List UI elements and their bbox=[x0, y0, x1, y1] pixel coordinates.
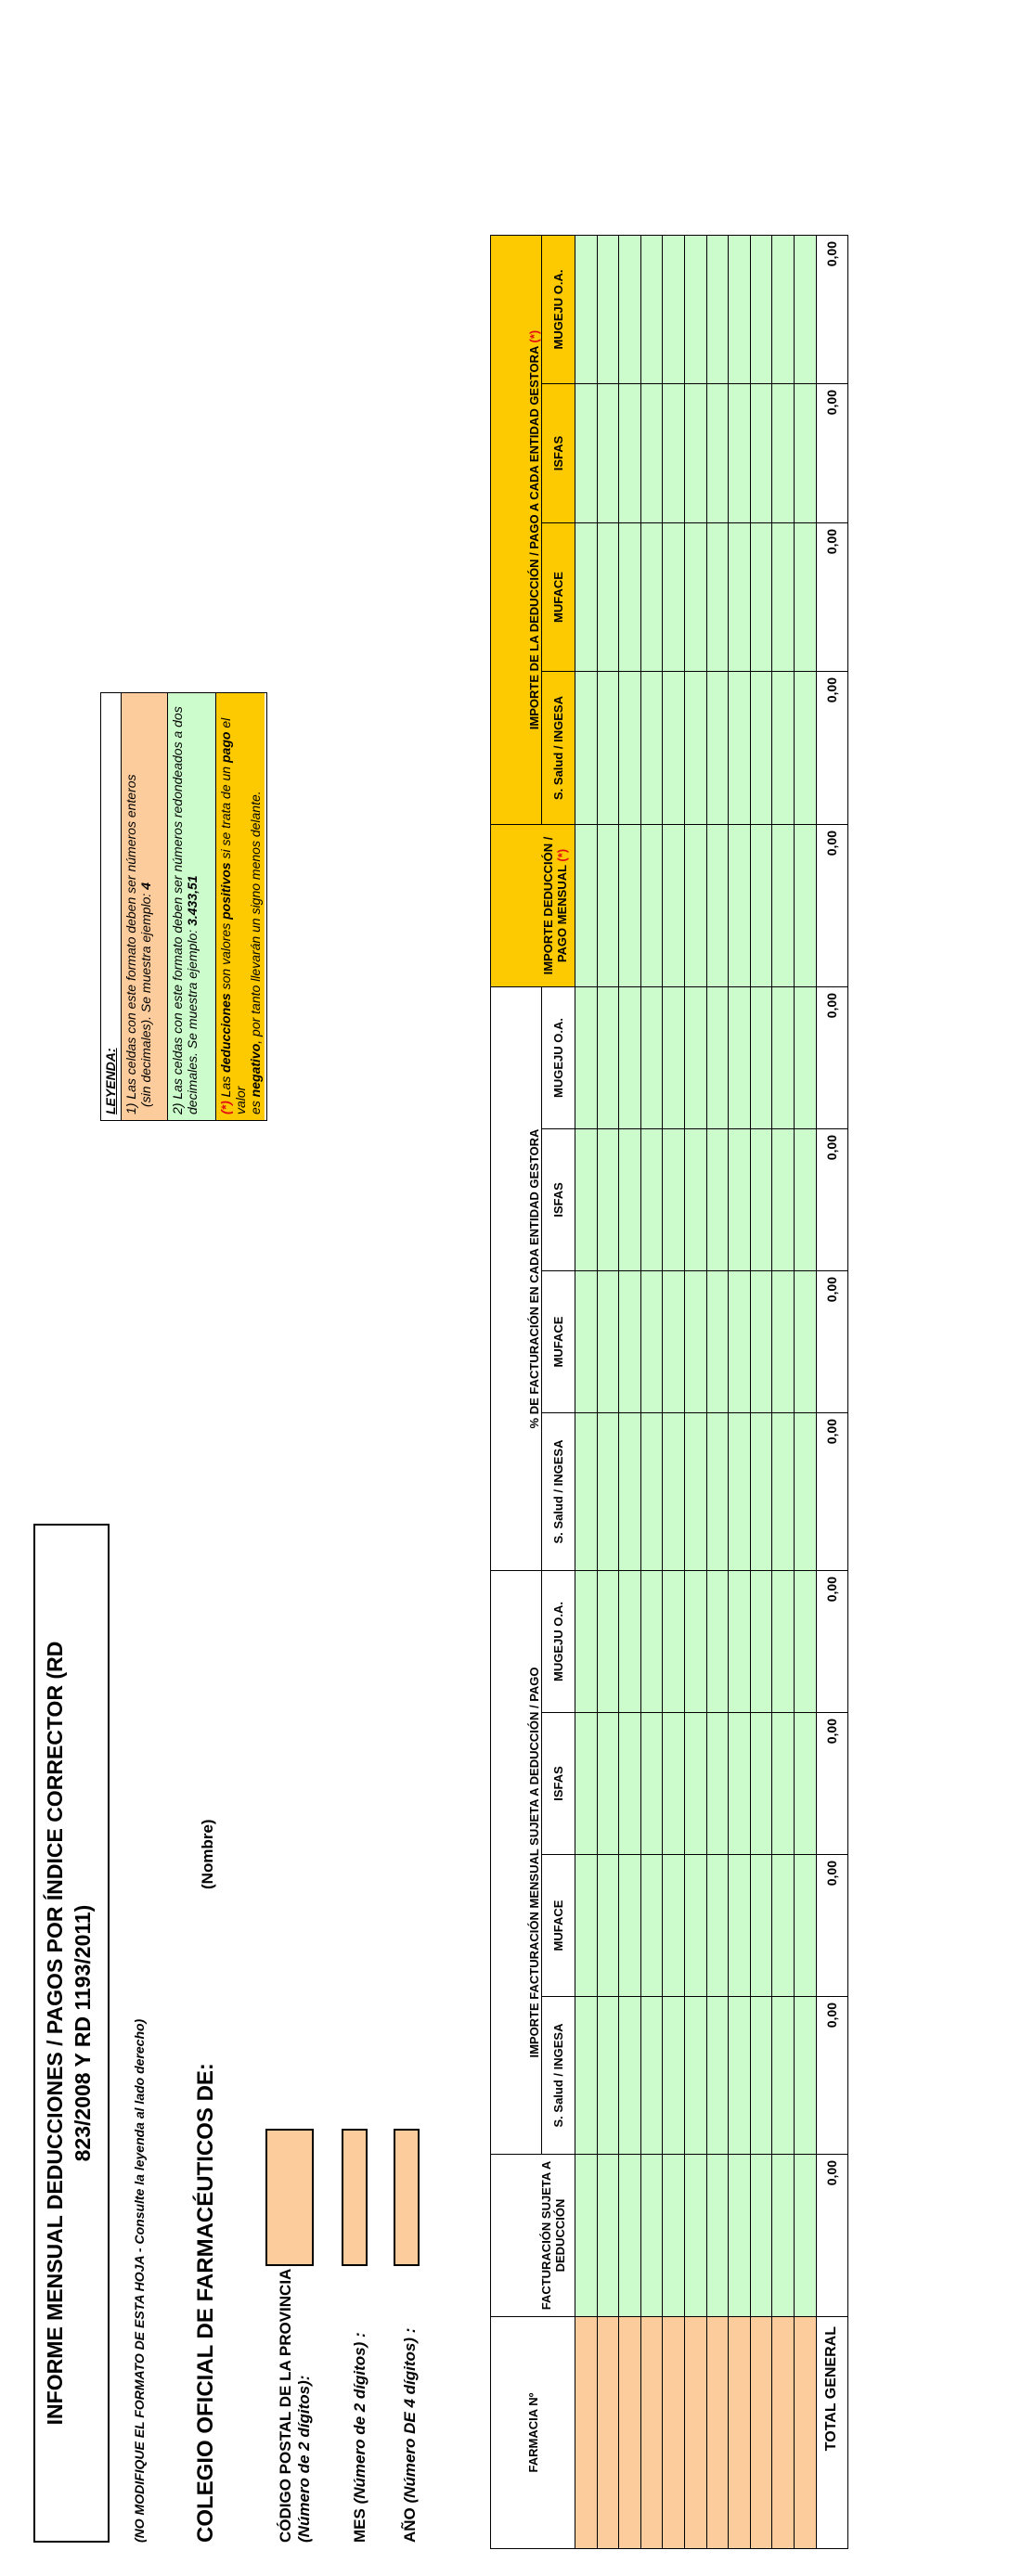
value-cell[interactable] bbox=[794, 2155, 816, 2317]
g2-entity-isfas: ISFAS bbox=[542, 1129, 575, 1271]
total-importe: 0,00 bbox=[816, 825, 847, 987]
value-cell[interactable] bbox=[640, 1413, 663, 1571]
value-cell[interactable] bbox=[640, 1855, 663, 1997]
farmacia-cell[interactable] bbox=[772, 2317, 795, 2549]
farmacia-header: FARMACIA Nº bbox=[491, 2317, 575, 2549]
group2-header: % DE FACTURACIÓN EN CADA ENTIDAD GESTORA bbox=[491, 987, 542, 1571]
value-cell[interactable] bbox=[706, 1571, 729, 1713]
value-cell[interactable] bbox=[684, 1413, 706, 1571]
value-cell[interactable] bbox=[750, 1855, 772, 1997]
g1-entity-muface: MUFACE bbox=[542, 1855, 575, 1997]
value-cell[interactable] bbox=[794, 1129, 816, 1271]
total-g2-ssalud: 0,00 bbox=[816, 1413, 847, 1571]
total-g2-mugeju: 0,00 bbox=[816, 987, 847, 1129]
table-row bbox=[575, 236, 598, 2549]
legend-decimal-row: 2) Las celdas con este formato deben ser números redondeados a dos decimales. Se muestra ejemplo: 3.433,51 bbox=[168, 693, 216, 1120]
title-line-2: 823/2008 Y RD 1193/2011) bbox=[71, 1904, 95, 2162]
value-cell[interactable] bbox=[575, 1271, 598, 1413]
farmacia-cell[interactable] bbox=[794, 2317, 816, 2549]
value-cell[interactable] bbox=[706, 384, 729, 523]
value-cell[interactable] bbox=[684, 825, 706, 987]
value-cell[interactable] bbox=[597, 1997, 619, 2155]
value-cell[interactable] bbox=[729, 825, 751, 987]
value-cell[interactable] bbox=[663, 523, 685, 672]
value-cell[interactable] bbox=[684, 1997, 706, 2155]
value-cell[interactable] bbox=[640, 672, 663, 825]
value-cell[interactable] bbox=[750, 1997, 772, 2155]
value-cell[interactable] bbox=[619, 2155, 641, 2317]
codigo-postal-input[interactable] bbox=[265, 2129, 314, 2266]
value-cell[interactable] bbox=[706, 825, 729, 987]
value-cell[interactable] bbox=[663, 1713, 685, 1855]
table-row bbox=[794, 236, 816, 2549]
report-title bbox=[33, 1524, 110, 2543]
value-cell[interactable] bbox=[619, 672, 641, 825]
value-cell[interactable] bbox=[729, 1129, 751, 1271]
value-cell[interactable] bbox=[640, 987, 663, 1129]
value-cell[interactable] bbox=[640, 236, 663, 384]
value-cell[interactable] bbox=[729, 2155, 751, 2317]
value-cell[interactable] bbox=[794, 384, 816, 523]
total-g3-muface: 0,00 bbox=[816, 523, 847, 672]
total-g1-mugeju: 0,00 bbox=[816, 1571, 847, 1713]
value-cell[interactable] bbox=[706, 672, 729, 825]
table-row bbox=[640, 236, 663, 2549]
value-cell[interactable] bbox=[619, 523, 641, 672]
value-cell[interactable] bbox=[729, 1997, 751, 2155]
value-cell[interactable] bbox=[640, 1997, 663, 2155]
farmacia-cell[interactable] bbox=[750, 2317, 772, 2549]
facturacion-sujeta-header: FACTURACIÓN SUJETA A DEDUCCIÓN bbox=[491, 2155, 575, 2317]
value-cell[interactable] bbox=[663, 2155, 685, 2317]
value-cell[interactable] bbox=[729, 1271, 751, 1413]
total-row bbox=[816, 236, 847, 2549]
value-cell[interactable] bbox=[729, 1855, 751, 1997]
value-cell[interactable] bbox=[619, 1271, 641, 1413]
value-cell[interactable] bbox=[684, 1713, 706, 1855]
value-cell[interactable] bbox=[684, 236, 706, 384]
value-cell[interactable] bbox=[794, 1713, 816, 1855]
value-cell[interactable] bbox=[750, 672, 772, 825]
g1-entity-ssalud: S. Salud / INGESA bbox=[542, 1997, 575, 2155]
value-cell[interactable] bbox=[729, 236, 751, 384]
value-cell[interactable] bbox=[706, 987, 729, 1129]
value-cell[interactable] bbox=[597, 2155, 619, 2317]
value-cell[interactable] bbox=[575, 236, 598, 384]
value-cell[interactable] bbox=[663, 987, 685, 1129]
value-cell[interactable] bbox=[619, 1713, 641, 1855]
value-cell[interactable] bbox=[772, 1271, 795, 1413]
value-cell[interactable] bbox=[640, 1129, 663, 1271]
value-cell[interactable] bbox=[706, 1997, 729, 2155]
anio-input[interactable] bbox=[394, 2129, 420, 2266]
farmacia-cell[interactable] bbox=[706, 2317, 729, 2549]
value-cell[interactable] bbox=[772, 1129, 795, 1271]
value-cell[interactable] bbox=[575, 2155, 598, 2317]
value-cell[interactable] bbox=[772, 2155, 795, 2317]
value-cell[interactable] bbox=[575, 672, 598, 825]
value-cell[interactable] bbox=[684, 1855, 706, 1997]
mes-input[interactable] bbox=[342, 2129, 368, 2266]
value-cell[interactable] bbox=[597, 1129, 619, 1271]
value-cell[interactable] bbox=[772, 1855, 795, 1997]
value-cell[interactable] bbox=[750, 1129, 772, 1271]
table-row bbox=[619, 236, 641, 2549]
title-line-1: INFORME MENSUAL DEDUCCIONES / PAGOS POR ÍNDICE CORRECTOR (RD bbox=[43, 1641, 67, 2426]
total-g3-isfas: 0,00 bbox=[816, 384, 847, 523]
value-cell[interactable] bbox=[663, 825, 685, 987]
value-cell[interactable] bbox=[640, 1271, 663, 1413]
value-cell[interactable] bbox=[750, 523, 772, 672]
value-cell[interactable] bbox=[619, 1571, 641, 1713]
value-cell[interactable] bbox=[663, 1997, 685, 2155]
value-cell[interactable] bbox=[663, 1855, 685, 1997]
value-cell[interactable] bbox=[575, 384, 598, 523]
total-g3-ssalud: 0,00 bbox=[816, 672, 847, 825]
value-cell[interactable] bbox=[706, 1713, 729, 1855]
value-cell[interactable] bbox=[663, 384, 685, 523]
value-cell[interactable] bbox=[619, 1997, 641, 2155]
g1-entity-mugeju: MUGEJU O.A. bbox=[542, 1571, 575, 1713]
value-cell[interactable] bbox=[706, 2155, 729, 2317]
value-cell[interactable] bbox=[772, 1997, 795, 2155]
table-row bbox=[706, 236, 729, 2549]
value-cell[interactable] bbox=[729, 672, 751, 825]
value-cell[interactable] bbox=[597, 1571, 619, 1713]
farmacia-cell[interactable] bbox=[729, 2317, 751, 2549]
value-cell[interactable] bbox=[663, 672, 685, 825]
value-cell[interactable] bbox=[684, 523, 706, 672]
legend-integer-row: 1) Las celdas con este formato deben ser números enteros (sin decimales). Se muestra ejemplo: 4 bbox=[122, 693, 168, 1120]
value-cell[interactable] bbox=[640, 2155, 663, 2317]
table-row bbox=[750, 236, 772, 2549]
value-cell[interactable] bbox=[619, 384, 641, 523]
value-cell[interactable] bbox=[772, 523, 795, 672]
value-cell[interactable] bbox=[729, 1713, 751, 1855]
g3-entity-muface: MUFACE bbox=[542, 523, 575, 672]
value-cell[interactable] bbox=[772, 672, 795, 825]
value-cell[interactable] bbox=[729, 1571, 751, 1713]
legend-box bbox=[100, 692, 267, 1121]
group1-header: IMPORTE FACTURACIÓN MENSUAL SUJETA A DEDUCCIÓN / PAGO bbox=[491, 1571, 542, 2155]
value-cell[interactable] bbox=[640, 1713, 663, 1855]
total-g1-isfas: 0,00 bbox=[816, 1713, 847, 1855]
value-cell[interactable] bbox=[772, 384, 795, 523]
value-cell[interactable] bbox=[575, 1855, 598, 1997]
farmacia-cell[interactable] bbox=[619, 2317, 641, 2549]
g3-entity-ssalud: S. Salud / INGESA bbox=[542, 672, 575, 825]
value-cell[interactable] bbox=[575, 987, 598, 1129]
value-cell[interactable] bbox=[750, 384, 772, 523]
value-cell[interactable] bbox=[640, 523, 663, 672]
value-cell[interactable] bbox=[597, 384, 619, 523]
value-cell[interactable] bbox=[794, 987, 816, 1129]
codigo-postal-label: CÓDIGO POSTAL DE LA PROVINCIA (Número de 2 dígitos): bbox=[277, 2268, 313, 2543]
value-cell[interactable] bbox=[663, 1129, 685, 1271]
value-cell[interactable] bbox=[750, 1271, 772, 1413]
value-cell[interactable] bbox=[619, 825, 641, 987]
value-cell[interactable] bbox=[772, 236, 795, 384]
table-row bbox=[729, 236, 751, 2549]
value-cell[interactable] bbox=[640, 1571, 663, 1713]
value-cell[interactable] bbox=[794, 1855, 816, 1997]
value-cell[interactable] bbox=[640, 825, 663, 987]
value-cell[interactable] bbox=[729, 384, 751, 523]
value-cell[interactable] bbox=[619, 1129, 641, 1271]
value-cell[interactable] bbox=[597, 825, 619, 987]
total-g1-ssalud: 0,00 bbox=[816, 1997, 847, 2155]
value-cell[interactable] bbox=[706, 1855, 729, 1997]
g3-entity-isfas: ISFAS bbox=[542, 384, 575, 523]
value-cell[interactable] bbox=[575, 523, 598, 672]
table-row bbox=[663, 236, 685, 2549]
value-cell[interactable] bbox=[619, 236, 641, 384]
value-cell[interactable] bbox=[772, 987, 795, 1129]
value-cell[interactable] bbox=[663, 1571, 685, 1713]
value-cell[interactable] bbox=[597, 1413, 619, 1571]
value-cell[interactable] bbox=[597, 1855, 619, 1997]
value-cell[interactable] bbox=[794, 1997, 816, 2155]
total-label: TOTAL GENERAL bbox=[816, 2317, 847, 2549]
group3-header: IMPORTE DE LA DEDUCCIÓN / PAGO A CADA ENTIDAD GESTORA (*) bbox=[491, 236, 542, 825]
value-cell[interactable] bbox=[575, 1413, 598, 1571]
value-cell[interactable] bbox=[597, 987, 619, 1129]
mes-label: MES (Número de 2 dígitos) : bbox=[351, 2332, 368, 2543]
deducciones-table bbox=[490, 235, 848, 2549]
value-cell[interactable] bbox=[750, 1571, 772, 1713]
value-cell[interactable] bbox=[772, 1413, 795, 1571]
table-row bbox=[597, 236, 619, 2549]
value-cell[interactable] bbox=[750, 987, 772, 1129]
value-cell[interactable] bbox=[706, 236, 729, 384]
total-g1-muface: 0,00 bbox=[816, 1855, 847, 1997]
value-cell[interactable] bbox=[729, 987, 751, 1129]
value-cell[interactable] bbox=[575, 1713, 598, 1855]
value-cell[interactable] bbox=[729, 1413, 751, 1571]
g1-entity-isfas: ISFAS bbox=[542, 1713, 575, 1855]
value-cell[interactable] bbox=[794, 236, 816, 384]
value-cell[interactable] bbox=[684, 2155, 706, 2317]
value-cell[interactable] bbox=[750, 1413, 772, 1571]
importe-deduccion-header: IMPORTE DEDUCCIÓN / PAGO MENSUAL (*) bbox=[491, 825, 575, 987]
format-note: (NO MODIFIQUE EL FORMATO DE ESTA HOJA - Consulte la leyenda al lado derecho) bbox=[132, 2018, 147, 2543]
value-cell[interactable] bbox=[706, 1271, 729, 1413]
total-g2-isfas: 0,00 bbox=[816, 1129, 847, 1271]
value-cell[interactable] bbox=[750, 236, 772, 384]
nombre-label: (Nombre) bbox=[199, 1819, 216, 1889]
g2-entity-muface: MUFACE bbox=[542, 1271, 575, 1413]
value-cell[interactable] bbox=[575, 1571, 598, 1713]
value-cell[interactable] bbox=[794, 672, 816, 825]
g2-entity-ssalud: S. Salud / INGESA bbox=[542, 1413, 575, 1571]
value-cell[interactable] bbox=[597, 1713, 619, 1855]
value-cell[interactable] bbox=[684, 384, 706, 523]
colegio-label: COLEGIO OFICIAL DE FARMACÉUTICOS DE: bbox=[193, 2063, 218, 2543]
value-cell[interactable] bbox=[772, 1571, 795, 1713]
value-cell[interactable] bbox=[619, 1413, 641, 1571]
table-row bbox=[684, 236, 706, 2549]
value-cell[interactable] bbox=[772, 1713, 795, 1855]
value-cell[interactable] bbox=[663, 1413, 685, 1571]
value-cell[interactable] bbox=[575, 1129, 598, 1271]
value-cell[interactable] bbox=[684, 987, 706, 1129]
farmacia-cell[interactable] bbox=[640, 2317, 663, 2549]
g2-entity-mugeju: MUGEJU O.A. bbox=[542, 987, 575, 1129]
value-cell[interactable] bbox=[640, 384, 663, 523]
value-cell[interactable] bbox=[663, 1271, 685, 1413]
value-cell[interactable] bbox=[750, 2155, 772, 2317]
value-cell[interactable] bbox=[684, 1129, 706, 1271]
farmacia-cell[interactable] bbox=[575, 2317, 598, 2549]
value-cell[interactable] bbox=[750, 825, 772, 987]
value-cell[interactable] bbox=[794, 1271, 816, 1413]
total-g2-muface: 0,00 bbox=[816, 1271, 847, 1413]
value-cell[interactable] bbox=[575, 825, 598, 987]
value-cell[interactable] bbox=[619, 987, 641, 1129]
farmacia-cell[interactable] bbox=[597, 2317, 619, 2549]
value-cell[interactable] bbox=[794, 523, 816, 672]
value-cell[interactable] bbox=[684, 1271, 706, 1413]
total-facturacion: 0,00 bbox=[816, 2155, 847, 2317]
table-row bbox=[772, 236, 795, 2549]
value-cell[interactable] bbox=[772, 825, 795, 987]
value-cell[interactable] bbox=[706, 523, 729, 672]
value-cell[interactable] bbox=[684, 1571, 706, 1713]
value-cell[interactable] bbox=[750, 1713, 772, 1855]
value-cell[interactable] bbox=[597, 1271, 619, 1413]
farmacia-cell[interactable] bbox=[663, 2317, 685, 2549]
legend-sign-row: (*) Las deducciones son valores positivos si se trata de un pago el valor es negativo, por tanto llevarán un signo menos delante. bbox=[216, 693, 265, 1120]
g3-entity-mugeju: MUGEJU O.A. bbox=[542, 236, 575, 384]
value-cell[interactable] bbox=[575, 1997, 598, 2155]
value-cell[interactable] bbox=[794, 1413, 816, 1571]
value-cell[interactable] bbox=[597, 523, 619, 672]
value-cell[interactable] bbox=[663, 236, 685, 384]
value-cell[interactable] bbox=[729, 523, 751, 672]
value-cell[interactable] bbox=[597, 672, 619, 825]
farmacia-cell[interactable] bbox=[684, 2317, 706, 2549]
legend-title: LEYENDA: bbox=[101, 693, 122, 1120]
anio-label: AÑO (Número DE 4 dígitos) : bbox=[401, 2327, 419, 2543]
value-cell[interactable] bbox=[684, 672, 706, 825]
value-cell[interactable] bbox=[619, 1855, 641, 1997]
total-g3-mugeju: 0,00 bbox=[816, 236, 847, 384]
value-cell[interactable] bbox=[597, 236, 619, 384]
value-cell[interactable] bbox=[794, 825, 816, 987]
value-cell[interactable] bbox=[706, 1413, 729, 1571]
value-cell[interactable] bbox=[706, 1129, 729, 1271]
value-cell[interactable] bbox=[794, 1571, 816, 1713]
